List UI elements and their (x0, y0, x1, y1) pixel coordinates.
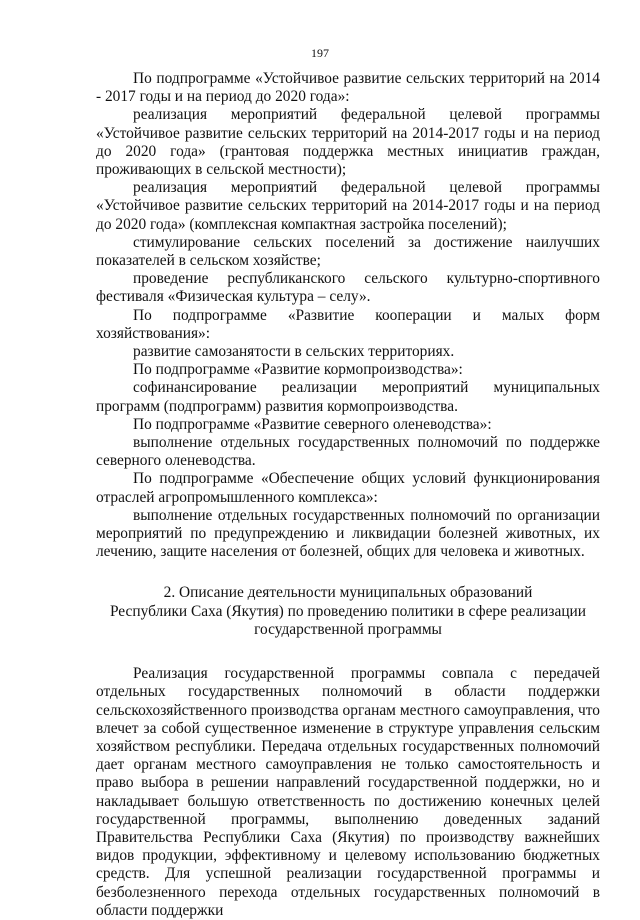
paragraph-subprogram-general: По подпрограмме «Обеспечение общих условий функционирования отраслей агропромышленного комплекса»: (96, 470, 600, 506)
paragraph-self-employment: развитие самозанятости в сельских территориях. (133, 343, 455, 361)
paragraph-grant-support: реализация мероприятий федеральной целевой программы «Устойчивое развитие сельских территорий на 2014-2017 годы и на период до 2020 года» (грантовая поддержка местных инициатив граждан, проживающих в сельской местности); (96, 106, 600, 179)
paragraph-reindeer-support: выполнение отдельных государственных полномочий по поддержке северного оленеводства. (96, 434, 600, 470)
paragraph-settlement-incentive: стимулирование сельских поселений за достижение наилучших показателей в сельском хозяйстве; (96, 233, 600, 270)
paragraph-subprogram-cooperation: По подпрограмме «Развитие кооперации и малых форм хозяйствования»: (96, 306, 600, 342)
paragraph-subprogram-rural: По подпрограмме «Устойчивое развитие сельских территорий на 2014 - 2017 годы и на период до 2020 года»: (96, 70, 600, 106)
section-heading (96, 584, 600, 639)
page-number: 197 (311, 46, 329, 60)
spacer (96, 639, 600, 665)
paragraph-section-body: Реализация государственной программы совпала с передачей отдельных государственных полномочий в области поддержки сельскохозяйственного производства органам местного самоуправления, что влечет за собой существенное изменение в структуре управления сельским хозяйством республики. Передача отдельных государственных полномочий дает органам местного самоуправления не только самостоятельность и право выбора в решении направлений государственной поддержки, но и накладывает большую ответственность по достижению конечных целей государственной программы, выполнению доведенных заданий Правительства Республики Саха (Якутия) по производству важнейших видов продукции, эффективному и целевому использованию бюджетных средств. Для успешной реализации государственной программы и безболезненного перехода отдельных государственных полномочий в области поддержки (96, 665, 600, 919)
section-heading-line: Республики Саха (Якутия) по проведению политики в сфере реализации (109, 602, 587, 620)
spacer (96, 561, 600, 584)
section-heading-line: государственной программы (254, 620, 442, 638)
body-text (96, 70, 600, 920)
paragraph-forage-cofinancing: софинансирование реализации мероприятий муниципальных программ (подпрограмм) развития кормопроизводства. (96, 379, 600, 415)
paragraph-sports-festival: проведение республиканского сельского культурно-спортивного фестиваля «Физическая культура – селу». (96, 270, 600, 306)
paragraph-compact-development: реализация мероприятий федеральной целевой программы «Устойчивое развитие сельских территорий на 2014-2017 годы и на период до 2020 года» (комплексная компактная застройка поселений); (96, 179, 600, 233)
paragraph-animal-disease: выполнение отдельных государственных полномочий по организации мероприятий по предупреждению и ликвидации болезней животных, их лечению, защите населения от болезней, общих для человека и животных. (96, 506, 600, 561)
section-heading-line: 2. Описание деятельности муниципальных образований (163, 584, 533, 602)
paragraph-subprogram-forage: По подпрограмме «Развитие кормопроизводства»: (133, 361, 463, 379)
paragraph-subprogram-reindeer: По подпрограмме «Развитие северного оленеводства»: (133, 415, 492, 433)
